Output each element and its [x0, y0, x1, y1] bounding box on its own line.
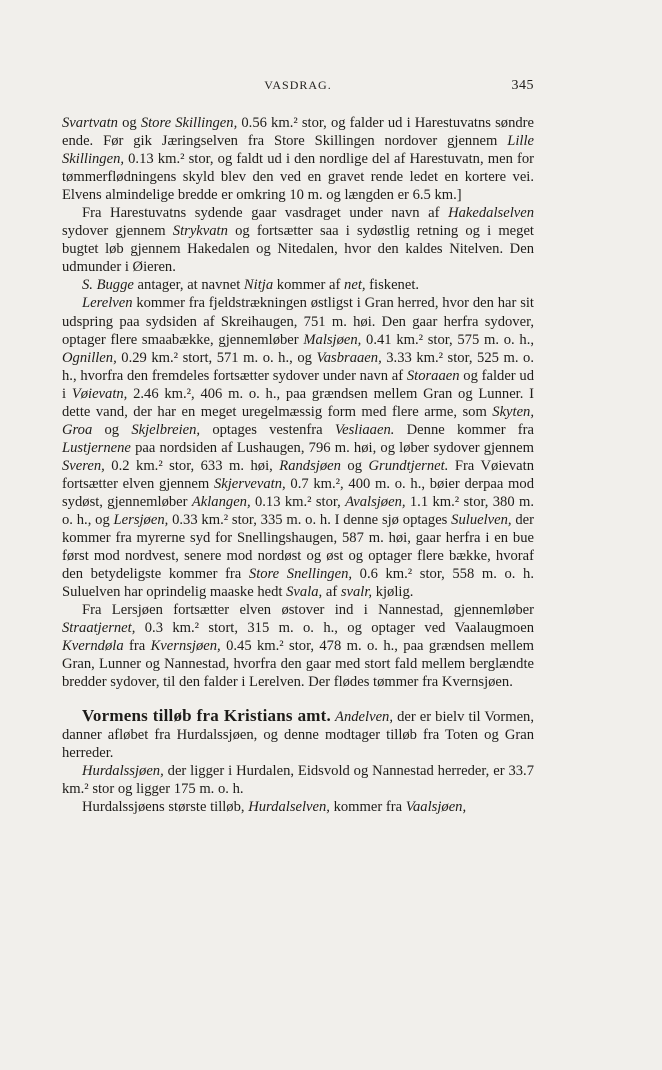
text-run: af — [322, 584, 341, 601]
body-text — [62, 114, 534, 816]
italic-term: Suluelven, — [451, 512, 512, 529]
italic-term: Store Skillingen, — [140, 115, 238, 131]
text-run: 3.33 km.² stor, 525 m. o. h., hvorfra den fremdeles fortsætter sydover under navn af — [62, 349, 534, 384]
running-title: VASDRAG. — [264, 78, 332, 92]
text-run: 0.45 km.² stor, 478 m. o. h., paa grændsen mellem Gran, Lunner og Nannestad, hvorfra den gaar med stort fald mellem berglændte bredder sydover, til den falder i Lerelven. Der flødes tømmer fra Kvernsjøen. — [62, 638, 534, 691]
italic-term: Aklangen, — [191, 493, 251, 510]
text-run: Hurdalssjøens største tilløb, — [82, 798, 249, 815]
text-run: kommer fra fjeldstrækningen østligst i Gran herred, hvor den har sit udspring paa sydsiden af Skreihaugen, 751 m. høi. Den gaar herfra sydover, optager flere smaabække, gjennemløber — [62, 295, 534, 348]
italic-term: Skjervevatn, — [213, 475, 286, 492]
italic-term: S. Bugge — [82, 277, 134, 294]
italic-term: Sveren, — [62, 457, 105, 474]
italic-term: Lustjernene — [62, 439, 131, 456]
text-run: optages vestenfra — [200, 421, 335, 438]
text-run: fiskenet. — [365, 277, 420, 294]
text-run: paa nordsiden af Lushaugen, 796 m. høi, og løber sydover gjennem — [130, 439, 534, 456]
text-run: Denne kommer fra — [394, 421, 535, 438]
italic-term: Hakedalselven — [448, 205, 534, 222]
italic-term: Nitja — [243, 277, 274, 294]
italic-term: Svartvatn — [62, 115, 118, 131]
italic-term: Vasbraaen, — [316, 349, 382, 366]
paragraph — [62, 762, 534, 798]
text-run: der er bielv til Vormen, danner afløbet fra Hurdalssjøen, og denne modtager tilløb fra Toten og Gran herreder. — [62, 708, 534, 761]
italic-term: Lersjøen, — [113, 512, 169, 529]
page-number: 345 — [511, 78, 534, 93]
paragraph — [62, 798, 534, 816]
italic-term: Lerelven — [82, 295, 133, 312]
italic-term: Skyten, Groa — [62, 403, 534, 438]
text-run: 0.29 km.² stort, 571 m. o. h., og — [116, 349, 317, 366]
text-run: sydover gjennem — [62, 223, 173, 240]
italic-term: net, — [344, 277, 366, 294]
text-run: kommer af — [273, 277, 345, 294]
italic-term: Straatjernet, — [62, 620, 136, 637]
italic-term: Vesliaaen. — [334, 421, 395, 438]
text-run: 0.3 km.² stort, 315 m. o. h., og optager ved Vaalaugmoen — [135, 620, 534, 637]
text-run: der ligger i Hurdalen, Eidsvold og Nannestad herreder, er 33.7 km.² stor og ligger 175 m. o. h. — [62, 762, 534, 797]
paragraph — [62, 114, 534, 204]
text-run: og — [117, 115, 141, 131]
section-heading: Vormens tilløb fra Kristians amt. — [82, 705, 331, 725]
italic-term: Malsjøen, — [303, 331, 362, 348]
italic-term: Kverndøla — [62, 638, 124, 655]
text-run: 1.1 km.² stor, 380 m. o. h., og — [62, 493, 534, 529]
italic-term: Hurdalselven, — [248, 798, 330, 815]
text-run: antager, at navnet — [133, 277, 244, 294]
running-header — [62, 78, 534, 98]
paragraph — [62, 601, 534, 691]
text-run: 0.13 km.² stor, — [250, 493, 346, 510]
text-run: 0.33 km.² stor, 335 m. o. h. I denne sjø optages — [168, 512, 452, 529]
italic-term: Svala, — [286, 584, 323, 601]
text-run: 0.2 km.² stor, 633 m. høi, — [104, 457, 280, 474]
text-run: 0.7 km.², 400 m. o. h., bøier derpaa mod sydøst, gjennemløber — [62, 475, 535, 510]
text-run: 0.13 km.² stor, og faldt ud i den nordlige del af Harestuvatn, men for tømmerflødningens skyld blev den ved en gravet rende ledet en kortere vei. Elvens almindelige bredde er omkring 10 m. og længden er 6.5 km.] — [62, 151, 534, 204]
italic-term: Lille Skillingen, — [62, 133, 534, 168]
italic-term: Randsjøen — [279, 457, 341, 474]
italic-term: Hurdalssjøen, — [82, 762, 164, 779]
italic-term: Strykvatn — [172, 223, 228, 240]
text-run: fra — [123, 638, 151, 655]
paragraph — [62, 294, 534, 601]
text-run: Fra Harestuvatns sydende gaar vasdraget under navn af — [82, 205, 449, 222]
text-run: Fra Lersjøen fortsætter elven østover ind i Nannestad, gjennemløber — [82, 602, 534, 619]
italic-term: Ognillen, — [62, 349, 117, 366]
text-run: 2.46 km.², 406 m. o. h., paa grændsen mellem Gran og Lunner. I dette vand, der har en meget uregelmæssig form med flere arme, som — [62, 385, 534, 420]
italic-term: Vaalsjøen, — [405, 798, 467, 815]
text-run: og fortsætter saa i sydøstlig retning og i meget bugtet løb gjennem Hakedalen og Nitedalen, hvor den kaldes Nitelven. Den udmunder i Øieren. — [62, 223, 534, 276]
text-run: 0.41 km.² stor, 575 m. o. h., — [361, 331, 534, 348]
text-run: 0.6 km.² stor, 558 m. o. h. Suluelven har oprindelig maaske hedt — [62, 566, 534, 601]
text-run: og — [92, 421, 132, 438]
text-run: og falder ud i — [62, 367, 534, 402]
paragraph — [62, 204, 534, 276]
paragraph — [62, 276, 534, 294]
italic-term: Store Snellingen, — [248, 566, 353, 583]
text-run: og — [340, 457, 369, 474]
italic-term: Vøievatn, — [71, 385, 128, 402]
italic-term: svalr, — [340, 584, 373, 601]
text-run: 0.56 km.² stor, og falder ud i Harestuvatns søndre ende. Før gik Jæringselven fra Store Skillingen nordover gjennem — [62, 115, 535, 150]
text-run: kommer fra — [329, 798, 406, 815]
italic-term: Skjelbreien, — [131, 421, 201, 438]
italic-term: Andelven, — [335, 708, 393, 725]
italic-term: Storaaen — [406, 367, 460, 384]
text-run: Fra Vøievatn fortsætter elven gjennem — [62, 457, 535, 492]
italic-term: Kvernsjøen, — [150, 638, 221, 655]
italic-term: Grundtjernet. — [368, 457, 449, 474]
paragraph — [62, 707, 534, 762]
text-run: der kommer fra myrerne syd for Snellingshaugen, 587 m. høi, gaar herfra i en bue først mod nordvest, senere mod nordøst og øst og optager flere bække, hvoraf den betydeligste kommer fra — [62, 512, 534, 583]
italic-term: Avalsjøen, — [345, 493, 406, 510]
text-run: kjølig. — [372, 584, 414, 601]
